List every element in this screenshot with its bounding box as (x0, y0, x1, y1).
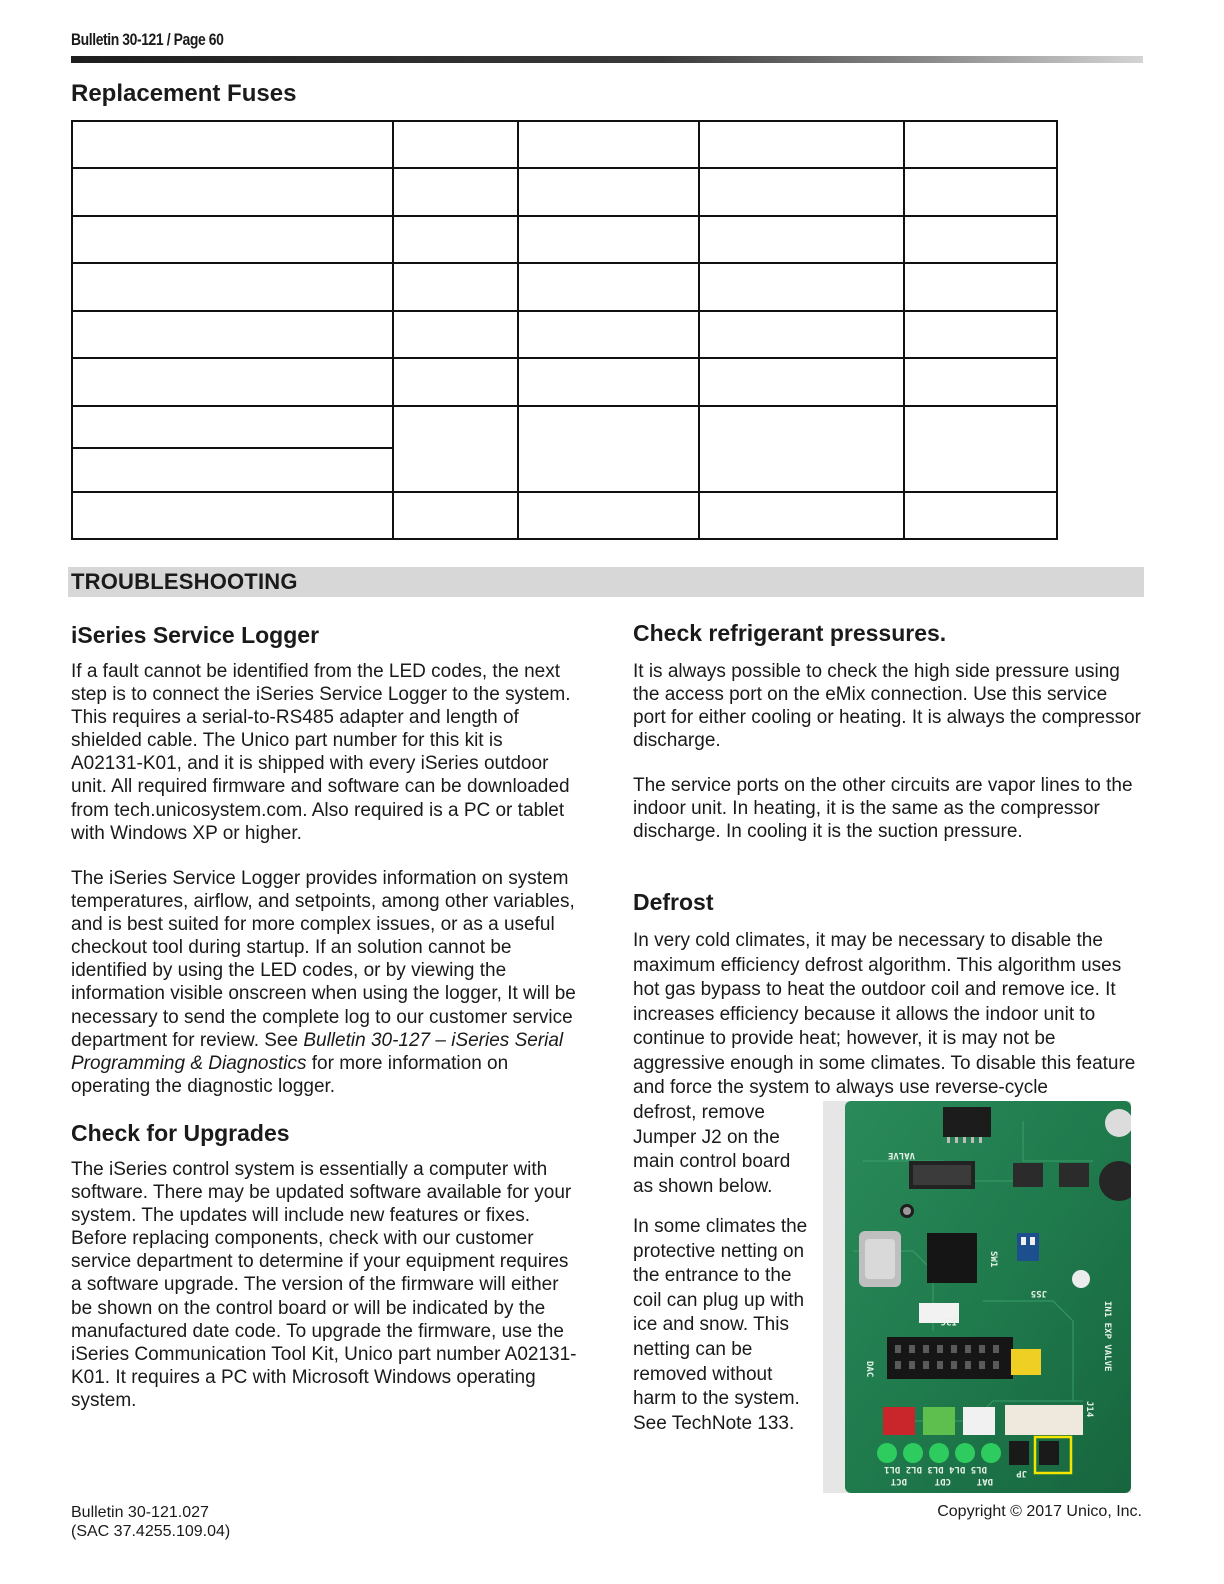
table-cell (393, 216, 518, 263)
table-cell (904, 121, 1057, 168)
table-row (72, 311, 1057, 358)
board-label-jp: JP (1016, 1468, 1027, 1478)
table-cell (699, 406, 904, 492)
table-cell (72, 358, 393, 406)
service-logger-paragraph-1: If a fault cannot be identified from the LED codes, the next step is to connect the iSeries Service Logger to the system. This requires a serial-to-RS485 adapter and length of shielded cable. The Unico part number for this kit is A02131-K01, and it is shipped with every iSeries outdoor unit. All required firmware and software can be downloaded from tech.unicosystem.com. Also required is a PC or tablet with Windows XP or higher. (71, 661, 571, 844)
table-cell (904, 216, 1057, 263)
table-cell (904, 406, 1057, 492)
page-header-title: Bulletin 30-121 / Page 60 (71, 30, 224, 49)
table-cell (393, 121, 518, 168)
table-cell (518, 121, 699, 168)
troubleshooting-title: TROUBLESHOOTING (71, 569, 298, 594)
table-cell (518, 492, 699, 539)
table-cell (699, 168, 904, 216)
board-label-cdt: CDT (934, 1476, 951, 1486)
table-cell (904, 168, 1057, 216)
table-cell (699, 121, 904, 168)
upgrades-paragraph: The iSeries control system is essentially a computer with software. There may be updated software available for your system. The updates will include new features or fixes. Before replacing components, check with our customer service department to determine if your equipment requires a software upgrade. The version of the firmware will either be shown on the control board or will be indicated by the manufactured date code. To upgrade the firmware, use the iSeries Communication Tool Kit, Unico part number A02131-K01. It requires a PC with Microsoft Windows operating system. (71, 1159, 577, 1411)
table-cell (72, 406, 393, 448)
board-label-js5: JS5 (1030, 1288, 1047, 1298)
defrost-paragraph-1: In very cold climates, it may be necessary to disable the maximum efficiency defrost algorithm. This algorithm uses hot gas bypass to heat the outdoor coil and remove ice. It increases efficiency because it allows the indoor unit to continue to provide heat; however, it is may not be aggressive enough in some climates. To disable this feature and force the system to always use reverse-cycle (633, 930, 1136, 1098)
table-cell (72, 492, 393, 539)
footer-bulletin-number: Bulletin 30-121.027 (71, 1504, 209, 1521)
board-label-dct: DCT (890, 1476, 907, 1486)
footer-bulletin-info (71, 1503, 230, 1541)
service-logger-text: The iSeries Service Logger provides information on system temperatures, airflow, and setpoints, among other variables, and is best suited for more complex issues, or as a useful checkout tool during startup. If an solution cannot be identified by using the LED codes, or by viewing the information visible onscreen when using the logger, It will be necessary to send the complete log to our customer service department for review. See (71, 868, 576, 1051)
table-cell (72, 121, 393, 168)
table-cell (393, 406, 518, 492)
table-cell (393, 311, 518, 358)
table-cell (72, 448, 393, 492)
table-cell (72, 216, 393, 263)
defrost-paragraph-2: In some climates the protective netting on the entrance to the coil can plug up with ice and snow. This netting can be removed without harm to the system. See TechNote 133. (633, 1216, 808, 1434)
board-label-dat: DAT (976, 1476, 993, 1486)
table-cell (699, 263, 904, 311)
service-logger-text-end: for more information on operating the diagnostic logger. (71, 1052, 509, 1097)
table-cell (518, 406, 699, 492)
table-cell (393, 358, 518, 406)
table-cell (518, 216, 699, 263)
board-label-valve: VALVE (887, 1150, 915, 1160)
fuses-title: Replacement Fuses (71, 80, 297, 107)
control-board-illustration (823, 1101, 1131, 1493)
table-cell (72, 168, 393, 216)
upgrades-heading: Check for Upgrades (71, 1120, 290, 1146)
service-logger-paragraph-2 (71, 867, 577, 1098)
table-row (72, 168, 1057, 216)
table-cell (393, 263, 518, 311)
table-cell (699, 311, 904, 358)
table-cell (518, 358, 699, 406)
board-label-i2c: I2C (940, 1316, 957, 1326)
board-label-leds: DL5 DL4 DL3 DL2 DL1 (884, 1464, 987, 1474)
table-row (72, 358, 1057, 406)
board-label-sw1: SW1 (988, 1251, 998, 1268)
board-label-j14: J14 (1084, 1401, 1094, 1418)
fuses-table (71, 120, 1058, 540)
control-board-photo (823, 1101, 1131, 1493)
table-cell (699, 492, 904, 539)
bulletin-reference: Bulletin 30-127 – iSeries Serial Programming & Diagnostics (71, 1029, 564, 1074)
pressures-heading: Check refrigerant pressures. (633, 620, 947, 646)
table-row (72, 121, 1057, 168)
table-cell (904, 311, 1057, 358)
table-row (72, 492, 1057, 539)
pressures-paragraph-2: The service ports on the other circuits are vapor lines to the indoor unit. In heating, it is the same as the compressor discharge. In cooling it is the suction pressure. (633, 775, 1133, 843)
defrost-paragraph-1-continued: defrost, remove Jumper J2 on the main control board as shown below. (633, 1102, 791, 1197)
table-row (72, 263, 1057, 311)
header-rule (71, 56, 1143, 63)
table-cell (518, 168, 699, 216)
table-cell (72, 311, 393, 358)
table-row (72, 216, 1057, 263)
table-cell (699, 216, 904, 263)
footer-sac-number: (SAC 37.4255.109.04) (71, 1523, 231, 1540)
table-cell (393, 492, 518, 539)
table-cell (393, 168, 518, 216)
service-logger-heading: iSeries Service Logger (71, 622, 320, 648)
table-cell (518, 311, 699, 358)
table-row (72, 406, 1057, 448)
table-cell (72, 263, 393, 311)
board-label-dac: DAC (864, 1361, 874, 1378)
table-cell (518, 263, 699, 311)
table-cell (904, 358, 1057, 406)
pressures-paragraph-1: It is always possible to check the high side pressure using the access port on the eMix connection. Use this service port for either cooling or heating. It is always the compressor discharge. (633, 661, 1141, 752)
defrost-heading: Defrost (633, 889, 714, 915)
table-cell (699, 358, 904, 406)
table-cell (904, 492, 1057, 539)
footer-copyright: Copyright © 2017 Unico, Inc. (937, 1503, 1142, 1520)
table-cell (904, 263, 1057, 311)
board-label-exp-valve: IN1 EXP VALVE (1102, 1301, 1112, 1372)
